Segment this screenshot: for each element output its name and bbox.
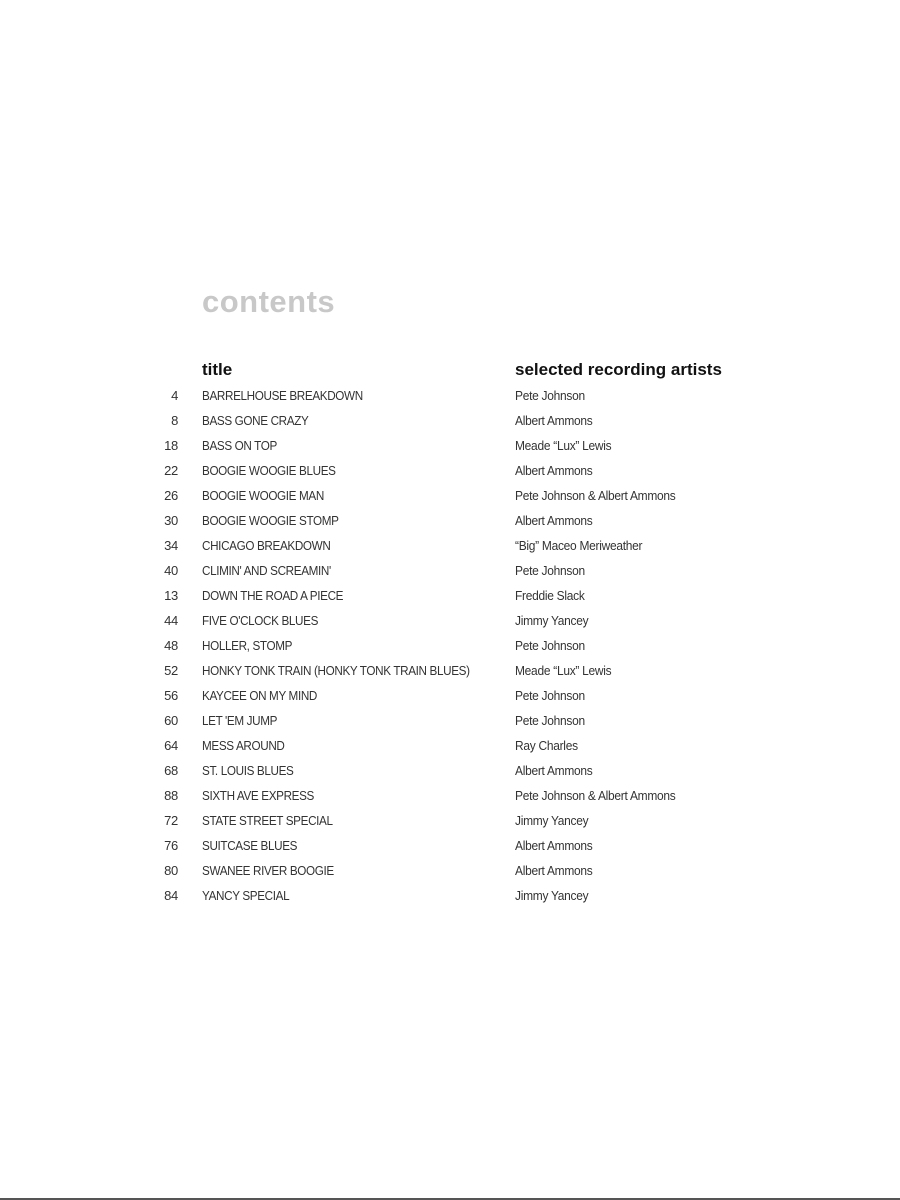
recording-artist: Meade “Lux” Lewis [515, 438, 612, 453]
recording-artist: Pete Johnson & Albert Ammons [515, 488, 676, 503]
recording-artist: Meade “Lux” Lewis [515, 663, 612, 678]
page-number: 22 [164, 463, 178, 478]
recording-artist: Pete Johnson [515, 688, 585, 703]
song-title: BOOGIE WOOGIE STOMP [202, 513, 339, 528]
column-header-artists: selected recording artists [515, 360, 722, 379]
list-item [150, 808, 790, 833]
recording-artist: Albert Ammons [515, 763, 593, 778]
list-item [150, 658, 790, 683]
list-item [150, 733, 790, 758]
page-number: 13 [164, 588, 178, 603]
song-title: DOWN THE ROAD A PIECE [202, 588, 344, 603]
song-title: SIXTH AVE EXPRESS [202, 788, 315, 803]
song-title: BASS GONE CRAZY [202, 413, 309, 428]
list-item [150, 383, 790, 408]
page-number: 88 [164, 788, 178, 803]
recording-artist: Pete Johnson [515, 638, 585, 653]
page-number: 44 [164, 613, 178, 628]
song-title: HONKY TONK TRAIN (HONKY TONK TRAIN BLUES) [202, 663, 470, 678]
page-number: 64 [164, 738, 178, 753]
page-number: 18 [164, 438, 178, 453]
list-item [150, 583, 790, 608]
recording-artist: Pete Johnson [515, 388, 585, 403]
page-number: 40 [164, 563, 178, 578]
page-number: 30 [164, 513, 178, 528]
recording-artist: Albert Ammons [515, 413, 593, 428]
list-item [150, 483, 790, 508]
song-title: LET 'EM JUMP [202, 713, 278, 728]
list-item [150, 633, 790, 658]
page-number: 68 [164, 763, 178, 778]
recording-artist: Albert Ammons [515, 863, 593, 878]
contents-list [150, 383, 790, 908]
recording-artist: Pete Johnson [515, 563, 585, 578]
song-title: CLIMIN' AND SCREAMIN' [202, 563, 331, 578]
song-title: KAYCEE ON MY MIND [202, 688, 318, 703]
column-header-title: title [202, 360, 233, 379]
song-title: FIVE O'CLOCK BLUES [202, 613, 319, 628]
page-number: 80 [164, 863, 178, 878]
page-number: 84 [164, 888, 178, 903]
list-item [150, 858, 790, 883]
list-item [150, 458, 790, 483]
page-number: 76 [164, 838, 178, 853]
song-title: YANCY SPECIAL [202, 888, 290, 903]
list-item [150, 558, 790, 583]
list-item [150, 708, 790, 733]
recording-artist: Albert Ammons [515, 463, 593, 478]
recording-artist: Pete Johnson [515, 713, 585, 728]
page-number: 26 [164, 488, 178, 503]
song-title: ST. LOUIS BLUES [202, 763, 294, 778]
page-number: 8 [171, 413, 178, 428]
recording-artist: Jimmy Yancey [515, 888, 589, 903]
recording-artist: Freddie Slack [515, 588, 585, 603]
list-item [150, 883, 790, 908]
list-item [150, 783, 790, 808]
song-title: MESS AROUND [202, 738, 285, 753]
song-title: BOOGIE WOOGIE BLUES [202, 463, 336, 478]
list-item [150, 508, 790, 533]
song-title: BARRELHOUSE BREAKDOWN [202, 388, 363, 403]
song-title: CHICAGO BREAKDOWN [202, 538, 331, 553]
song-title: BASS ON TOP [202, 438, 277, 453]
recording-artist: Ray Charles [515, 738, 578, 753]
page-number: 72 [164, 813, 178, 828]
list-item [150, 433, 790, 458]
page-title: contents [202, 284, 336, 319]
page-number: 48 [164, 638, 178, 653]
song-title: SWANEE RIVER BOOGIE [202, 863, 334, 878]
recording-artist: “Big” Maceo Meriweather [515, 538, 643, 553]
page-number: 34 [164, 538, 178, 553]
list-item [150, 683, 790, 708]
list-item [150, 533, 790, 558]
recording-artist: Albert Ammons [515, 513, 593, 528]
list-item [150, 608, 790, 633]
list-item [150, 833, 790, 858]
song-title: STATE STREET SPECIAL [202, 813, 333, 828]
page-number: 4 [171, 388, 178, 403]
page-number: 52 [164, 663, 178, 678]
song-title: SUITCASE BLUES [202, 838, 298, 853]
list-item [150, 758, 790, 783]
recording-artist: Jimmy Yancey [515, 613, 589, 628]
page-number: 60 [164, 713, 178, 728]
page-number: 56 [164, 688, 178, 703]
recording-artist: Pete Johnson & Albert Ammons [515, 788, 676, 803]
song-title: BOOGIE WOOGIE MAN [202, 488, 324, 503]
recording-artist: Albert Ammons [515, 838, 593, 853]
list-item [150, 408, 790, 433]
song-title: HOLLER, STOMP [202, 638, 293, 653]
recording-artist: Jimmy Yancey [515, 813, 589, 828]
